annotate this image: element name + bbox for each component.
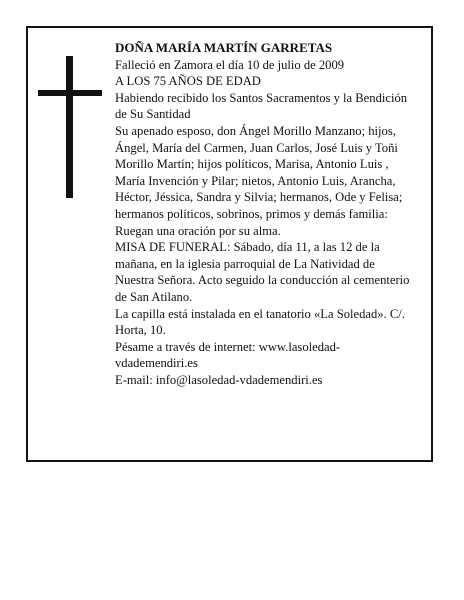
- cross-icon: [38, 56, 102, 198]
- sacraments-line: Habiendo recibido los Santos Sacramentos y la Bendición de Su Santidad: [115, 90, 408, 122]
- internet-condolences: Pésame a través de internet: www.lasoledad-vdademendiri.es: [115, 339, 341, 371]
- family-paragraph: Su apenado esposo, don Ángel Morillo Manzano; hijos, Ángel, María del Carmen, Juan Carlos, José Luis y Toñi Morillo Martín; hijos políticos, Marisa, Antonio Luis , María Invención y Pilar; nietos, Antonio Luis, Arancha, Héctor, Jéssica, Sandra y Silvia; hermanos, Ode y Felisa; hermanos políticos, sobrinos, primos y demás familia:: [115, 123, 403, 221]
- death-date-line: Falleció en Zamora el día 10 de julio de 2009: [115, 57, 345, 72]
- cross-horizontal-bar: [38, 90, 102, 96]
- obituary-text: [115, 40, 415, 388]
- deceased-name: DOÑA MARÍA MARTÍN GARRETAS: [115, 40, 333, 55]
- prayer-request: Ruegan una oración por su alma.: [115, 223, 281, 238]
- cross-vertical-bar: [66, 56, 73, 198]
- funeral-paragraph: MISA DE FUNERAL: Sábado, día 11, a las 12 de la mañana, en la iglesia parroquial de La Natividad de Nuestra Señora. Acto seguido la conducción al cementerio de San Atilano.: [115, 240, 410, 304]
- email-line: E-mail: info@lasoledad-vdademendiri.es: [115, 372, 323, 387]
- chapel-paragraph: La capilla está instalada en el tanatorio «La Soledad». C/. Horta, 10.: [115, 306, 405, 338]
- age-line: A LOS 75 AÑOS DE EDAD: [115, 74, 261, 89]
